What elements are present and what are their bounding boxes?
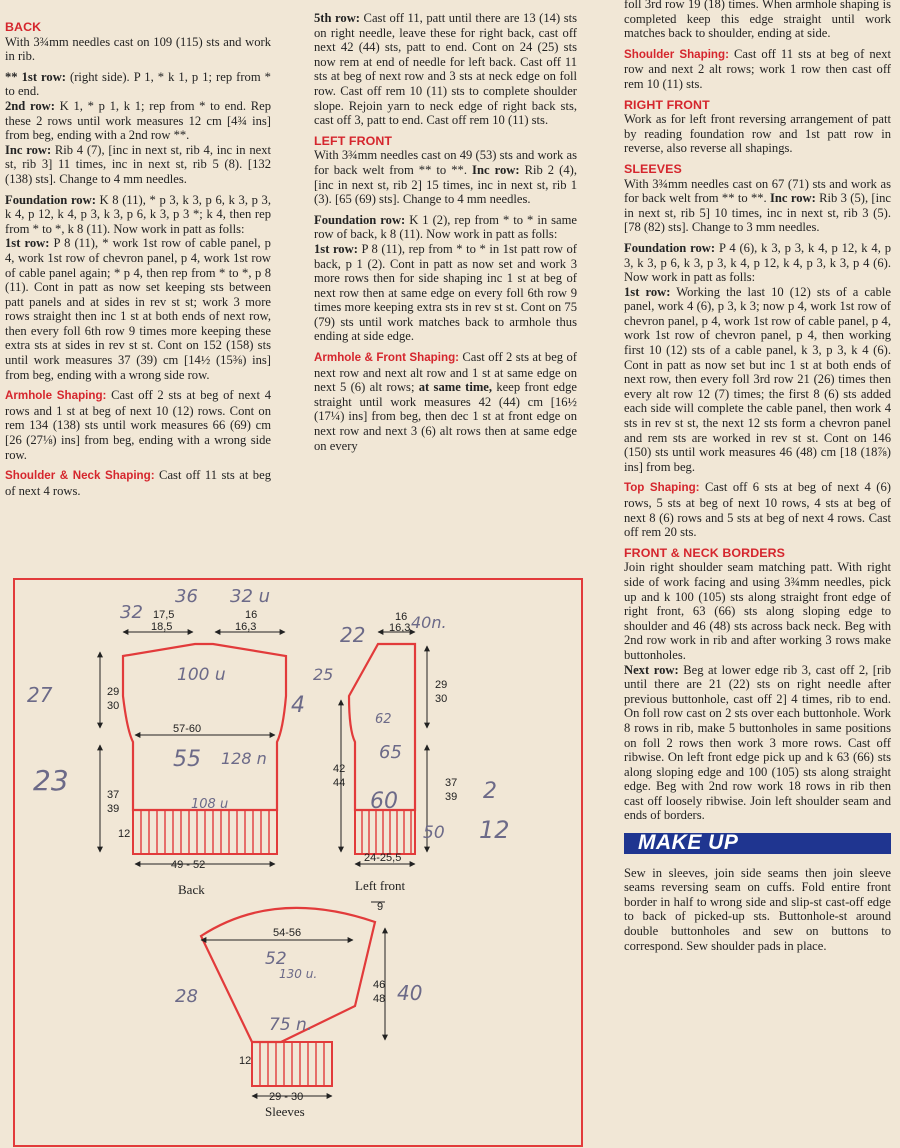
lf-inc-label: Inc row: [472,162,520,177]
sleeve-bottom-dim: 29 - 30 [269,1091,304,1103]
back-row2 [5,99,271,143]
back-h-upper2: 30 [107,700,120,712]
lf-h-lower2: 39 [445,791,458,803]
hand-note-128: 128 n [221,749,267,768]
back-first-row-text: P 8 (11), * work 1st row of cable panel, p 4, work 1st row of chevron panel, p 4, work 1st row of cable panel again; * p 4, then rep from * to *, p 8 (11). Cont in patt as now set keeping sts between patt panels and at sides in rev st st; work 3 more rows straight then inc 1 st at both ends of next row, then every foll 6th row 9 times more keeping these extra sts at sides in rev st st. Cont on 152 (158) sts until work measures 37 (39) cm [14½ (15⅜) ins] from beg, ending with a wrong side row. [5,236,271,382]
rf-text: Work as for left front reversing arrangement of patt by reading foundation row and 1st patt row in reverse, also reverse all shapings. [624,112,891,156]
lf-foundation [314,213,577,242]
heading-back: BACK [5,20,42,34]
lf-h-right2: 30 [435,693,448,705]
back-armhole-text: Cast off 2 sts at beg of next 4 rows and 1 st at beg of next 10 (12) rows. Cont on rem 134 (138) sts until work measures 66 (69) cm [26 (27⅛) ins] from beg, ending with a wrong side row. [5,388,271,462]
back-top-left-dim: 17,5 [153,609,175,621]
lf-continued [624,0,891,41]
hand-note-55: 55 [173,747,201,772]
shoulder-shaping-heading: Shoulder Shaping: [624,47,729,61]
hand-note-4: 4 [291,693,305,718]
back-intro [5,35,271,64]
hand-note-40: 40 [397,981,423,1005]
sleeve-piece [201,901,385,1119]
back-rib-dim: 12 [118,828,131,840]
back-top-right-dim2: 16,3 [235,621,257,633]
hand-note-62: 62 [375,712,392,727]
sleeve-h-dim2: 48 [373,993,386,1005]
fifth-row-text: Cast off 11, patt until there are 13 (14) sts on right needle, leave these for right back, cast off next 42 (44) sts, patt to end. Cont on 24 (25) sts now rem at end of needle for left back. Cast off 11 sts at beg of next row and 3 sts at neck edge on foll row. Cast off rem 10 (11) sts to complete shoulder slope. Rejoin yarn to neck edge of right back sts, cast off 3, patt to end. Cast off rem 10 (11) sts. [314,11,578,128]
sl-first-row-text: Working the last 10 (12) sts of a cable panel, work 4 (6), p 3, k 3; now p 4, work 1st row of chevron panel, p 4, work 1st row of cable panel, p 4, work 1st row of chevron panel, p 4, then working first 10 (12) sts of a cable panel, k 3, p 3, k 4 (6). Cont in patt as now set but inc 1 st at both ends of next row, then every foll 3rd row 21 (26) times then every alt row 12 (7) times; the first 8 (6) sts added each side will complete the cable panel, then work 4 sts in rev st st, the next 12 sts form a chevron panel and rem sts are worked in rev st st. Cont on 146 (150) sts until work measures 46 (48) cm [18 (18⅞) ins] from beg. [624,284,891,474]
hand-note-108: 108 u [191,797,229,812]
heading-left-front: LEFT FRONT [314,133,393,148]
back-foundation-text: K 8 (11), * p 3, k 3, p 6, k 3, p 3, k 4, p 12, k 4, p 3, k 3, p 6, k 3, p 3 *; k 4, then rep from * to *, k 8 (11). Now work in patt as folls: [5,192,272,236]
back-foundation-row [5,193,271,237]
hand-note-23: 23 [33,764,69,797]
back-label: Back [178,882,205,897]
makeup-heading: MAKE UP [624,833,891,854]
armhole-shaping-heading: Armhole Shaping: [5,389,107,403]
back-first-row-label: 1st row: [5,236,50,251]
heading-right-front: RIGHT FRONT [624,97,710,112]
fn-next-row-label: Next row: [624,662,679,677]
back-rib-lines [141,810,269,854]
sl-inc-label: Inc row: [770,191,816,206]
lf-foundation-label: Foundation row: [314,212,406,227]
back-bottom-dim: 49 - 52 [171,859,206,871]
lf-continued-text: foll 3rd row 19 (18) times. When armhole shaping is completed keep this edge straight until work matches back to shoulder, ending at side. [624,0,891,41]
back-top-right-dim: 16 [245,609,258,621]
back-width-mid: 57-60 [173,723,202,735]
lf-shoulder [624,47,891,92]
back-row1 [5,70,271,99]
sl-top-text: Cast off 6 sts at beg of next 4 (6) rows, 5 sts at beg of next 10 rows, 4 sts at beg of next 8 (6) rows and 5 sts at beg of next 4 rows. Cast off rem 20 sts. [624,480,891,540]
sl-top [624,480,891,539]
lf-top-dim: 16 [395,611,408,623]
sl-intro-text: With 3¾mm needles cast on 67 (71) sts and work as for back welt from ** to **. [624,176,891,206]
back-foundation-label: Foundation row: [5,192,96,207]
schematic-diagram [13,578,583,1147]
shoulder-neck-heading: Shoulder & Neck Shaping: [5,469,155,483]
fn-p1-text: Join right shoulder seam matching patt. With right side of work facing and using 3¾mm needles, pick up and k 100 (105) sts along straight front edge of right front, 63 (66) sts along sloping edge to shoulder and 46 (48) sts across back neck. Beg with 2nd row work in rib and after working 3 rows make buttonholes. [624,560,891,662]
sleeve-rib-dim: 12 [239,1055,252,1067]
back-row1-label: ** 1st row: [5,69,66,84]
back-row1-text: (right side). P 1, * k 1, p 1; rep from * to end. [5,69,271,99]
lf-inc-text: Rib 2 (4), [inc in next st, rib 2] 15 times, inc in next st, rib 1 (3). [65 (69) sts]. Change to 4 mm needles. [314,162,577,207]
sl-first-row-label: 1st row: [624,284,671,299]
hand-note-75: 75 n. [269,1015,313,1035]
back-h-upper: 29 [107,686,120,698]
lf-shoulder-text: Cast off 11 sts at beg of next row and next 2 alt rows; work 1 row then cast off rem 10 (11) sts. [624,46,891,91]
hand-note-2: 2 [483,779,497,804]
back-inc-row [5,143,271,187]
lf-h-mid: 42 [333,763,346,775]
hand-note-36: 36 [175,586,198,607]
back-shoulder [5,468,271,498]
lf-h-right: 29 [435,679,448,691]
hand-note-52: 52 [265,949,287,969]
lf-top-dim2: 16,3 [389,622,411,634]
hand-note-40n: 40n. [411,613,447,632]
lf-armhole-front [314,350,577,453]
back-h-lower2: 39 [107,803,120,815]
lf-h-lower: 37 [445,777,458,789]
armhole-front-text-b: keep front edge straight until work measures 42 (44) cm [16½ (17¼) ins] from beg, then dec 1 st at front edge on next row and next 3 (6) alt rows then at same edge on every [314,380,577,453]
armhole-front-text-a: Cast off 2 sts at beg of next row and next alt row and 1 st at same edge on next 5 (6) alt rows; [314,350,577,395]
hand-note-130: 130 u. [279,967,318,981]
armhole-front-bold: at same time, [418,380,493,395]
hand-note-100u: 100 u [177,665,226,685]
lf-first-row [314,242,577,344]
lf-first-row-label: 1st row: [314,241,358,256]
hand-note-60: 60 [370,789,398,814]
back-row2-label: 2nd row: [5,98,55,113]
fifth-row-label: 5th row: [314,11,360,25]
lf-bottom-dim: 24-25,5 [364,852,402,864]
sleeve-rib-lines [260,1042,324,1086]
schematic-svg [15,580,581,1145]
sleeve-width-dim: 54-56 [273,927,302,939]
lf-foundation-text: K 1 (2), rep from * to * in same row of back, k 8 (11). Now work in patt as folls: [314,212,577,242]
sl-foundation-label: Foundation row: [624,240,716,255]
lf-first-row-text: P 8 (11), rep from * to * in 1st patt row of back, p 1 (2). Cont in patt as now set and work 3 more rows then for side shaping inc 1 st at beg of next row then at same edge on every foll 6th row 9 times more keeping extra sts in rev st st. Cont on 75 (79) sts until work matches back to armhole thus ending at side edge. [314,241,577,344]
heading-sleeves: SLEEVES [624,161,682,176]
sl-foundation-text: P 4 (6), k 3, p 3, k 4, p 12, k 4, p 3, k 3, p 6, k 3, p 3, k 4, p 12, k 4, p 3, k 3, p 4 (6). Now work in patt as folls: [624,240,891,285]
sl-foundation [624,241,891,285]
hand-note-32a: 32 [120,602,143,623]
lf-h-mid2: 44 [333,777,346,789]
back-inc-text: Rib 4 (7), [inc in next st, rib 4, inc in next st, rib 3] 11 times, inc in next st, rib 5 (8). [132 (138) sts]. Change to 4 mm needles. [5,142,272,186]
rf-text-block [624,112,891,156]
makeup-text-block [624,866,891,954]
armhole-front-heading: Armhole & Front Shaping: [314,351,460,365]
column-right [624,0,891,959]
back-top-left-dim2: 18,5 [151,621,173,633]
back-fifth-row [314,11,577,128]
back-first-row [5,236,271,382]
hand-note-25: 25 [313,665,334,684]
back-armhole [5,388,271,462]
sl-intro [624,177,891,235]
sleeves-label: Sleeves [265,1104,305,1119]
hand-note-27: 27 [27,683,53,707]
back-row2-text: K 1, * p 1, k 1; rep from * to end. Rep these 2 rows until work measures 12 cm [4¾ ins] from beg, ending with a 2nd row **. [5,98,271,143]
sleeve-h-dim: 46 [373,979,386,991]
hand-note-32b: 32 u [230,586,271,607]
back-inc-label: Inc row: [5,142,52,157]
lf-intro-text: With 3¾mm needles cast on 49 (53) sts and work as for back welt from ** to **. [314,148,577,177]
sl-inc-text: Rib 3 (5), [inc in next st, rib 5] 10 times, inc in next st, rib 3 (5). [78 (82) sts]. Change to 3 mm needles. [624,191,892,235]
fn-p2 [624,663,891,824]
left-front-label: Left front [355,878,406,893]
fn-p2-text: Beg at lower edge rib 3, cast off 2, [rib until there are 21 (22) sts on right needle after previous buttonhole, cast off 2] 4 times, rib to end. On foll row cast on 2 sts over each buttonhole. Work 8 rows in rib, make 5 buttonholes in same positions on foll 2 rows then work 3 more rows. Cast off ribwise. On left front edge pick up and k 63 (66) sts along sloping edge and 100 (105) sts along straight edge. Beg with 2nd row work 18 rows in rib then cast off loosely ribwise. Join left shoulder seam and ends of borders. [624,662,891,823]
fn-p1 [624,560,891,662]
hand-note-65: 65 [379,742,402,763]
top-shaping-heading: Top Shaping: [624,481,700,495]
column-left-front [314,11,577,459]
hand-note-22: 22 [340,623,366,647]
lf-intro [314,148,577,206]
sl-first-row [624,285,891,475]
column-back [5,0,271,504]
back-shoulder-text: Cast off 11 sts at beg of next 4 rows. [5,468,271,498]
hand-note-50: 50 [423,823,445,843]
hand-note-12: 12 [479,816,510,844]
sleeve-top-dim: 9 [377,901,384,913]
back-intro-text: With 3¾mm needles cast on 109 (115) sts and work in rib. [5,34,271,64]
back-h-lower: 37 [107,789,120,801]
heading-front-neck-borders: FRONT & NECK BORDERS [624,545,786,560]
makeup-text: Sew in sleeves, join side seams then join sleeve seams reversing seam on cuffs. Fold entire front border in half to wrong side and slip-st cast-off edge to back of picked-up sts. Buttonhole-st around double buttonholes and sew on buttons to correspond. Sew shoulder pads in place. [624,865,891,953]
lf-rib-lines [362,810,411,854]
hand-note-28: 28 [175,986,198,1007]
